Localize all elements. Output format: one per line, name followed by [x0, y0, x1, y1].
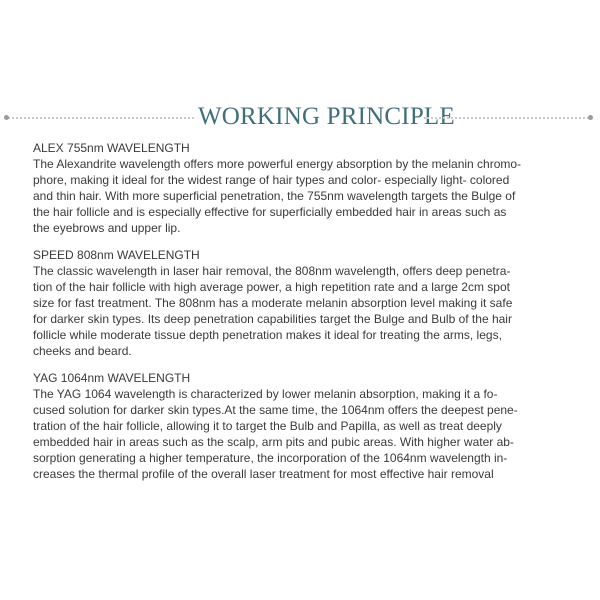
paragraph-line: cheeks and beard. [33, 344, 132, 358]
paragraph-line: The YAG 1064 wavelength is characterized by lower melanin absorption, making it a fo- [33, 387, 498, 401]
paragraph-line: the hair follicle and is especially effective for superficially embedded hair in areas such as [33, 205, 507, 219]
paragraph-line: phore, making it ideal for the widest range of hair types and color- especially light- colored [33, 173, 510, 187]
paragraph-line: creases the thermal profile of the overall laser treatment for most effective hair removal [33, 467, 494, 481]
paragraph-line: and thin hair. With more superficial penetration, the 755nm wavelength targets the Bulge of [33, 189, 516, 203]
section-heading: ALEX 755nm WAVELENGTH [33, 141, 190, 155]
section-speed [33, 247, 578, 359]
header [0, 100, 600, 134]
paragraph-line: follicle while moderate tissue depth penetration makes it ideal for treating the arms, legs, [33, 328, 502, 342]
section-heading: SPEED 808nm WAVELENGTH [33, 248, 200, 262]
section-yag [33, 370, 578, 482]
dotted-divider-right [424, 117, 589, 119]
section-alex [33, 140, 578, 236]
paragraph-line: embedded hair in areas such as the scalp, arm pits and pubic areas. With higher water ab- [33, 435, 514, 449]
dotted-divider-left [8, 117, 194, 119]
paragraph-line: The classic wavelength in laser hair removal, the 808nm wavelength, offers deep penetra- [33, 264, 511, 278]
paragraph-line: the eyebrows and upper lip. [33, 221, 181, 235]
section-heading: YAG 1064nm WAVELENGTH [33, 371, 191, 385]
content [33, 140, 578, 493]
paragraph-line: for darker skin types. Its deep penetration capabilities target the Bulge and Bulb of the hair [33, 312, 512, 326]
paragraph-line: size for fast treatment. The 808nm has a moderate melanin absorption level making it safe [33, 296, 513, 310]
paragraph-line: sorption generating a higher temperature, the incorporation of the 1064nm wavelength in- [33, 451, 508, 465]
page-title: WORKING PRINCIPLE [198, 103, 455, 130]
paragraph-line: tion of the hair follicle with high average power, a high repetition rate and a large 2cm spot [33, 280, 510, 294]
paragraph-line: cused solution for darker skin types.At the same time, the 1064nm offers the deepest pene- [33, 403, 518, 417]
paragraph-line: tration of the hair follicle, allowing it to target the Bulb and Papilla, as well as treat deeply [33, 419, 502, 433]
paragraph-line: The Alexandrite wavelength offers more powerful energy absorption by the melanin chromo- [33, 157, 522, 171]
